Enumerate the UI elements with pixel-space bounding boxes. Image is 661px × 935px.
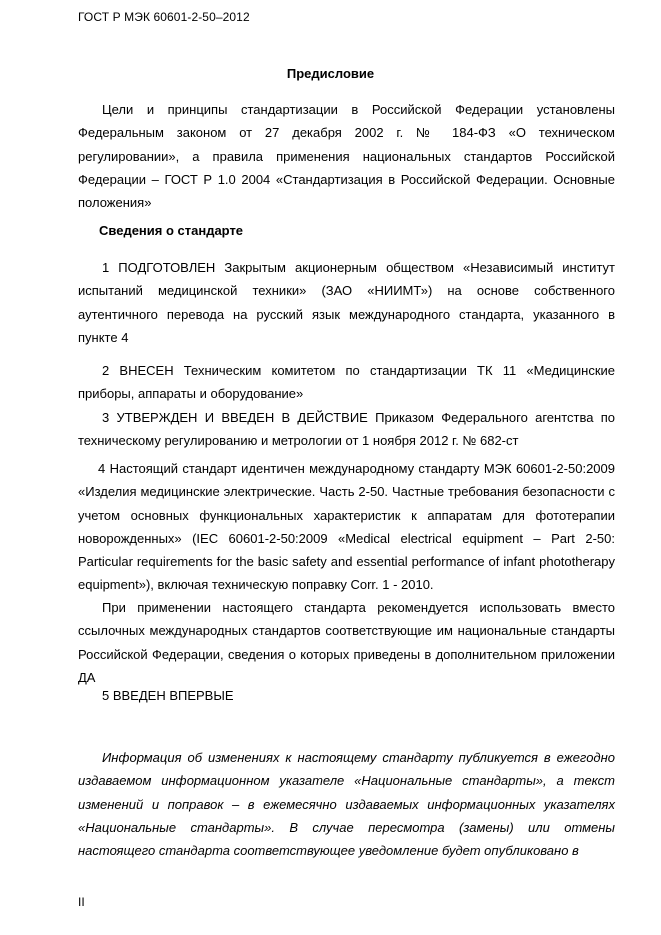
- info-item-4: 4 Настоящий стандарт идентичен международному стандарту МЭК 60601-2-50:2009 «Изделия медицинские электрические. Часть 2-50. Частные требования безопасности с учетом основных функциональных характеристик к аппаратам для фототерапии новорожденных» (IEC 60601-2-50:2009 «Medical electrical equipment – Part 2-50: Particular requirements for the basic safety and essential performance of infant phototherapy equipment»), включая техническую поправку Corr. 1 - 2010.: [78, 461, 615, 593]
- preface-title: Предисловие: [286, 66, 375, 81]
- page-number: II: [78, 895, 85, 909]
- info-item-1: 1 ПОДГОТОВЛЕН Закрытым акционерным обществом «Независимый институт испытаний медицинской техники» (ЗАО «НИИМТ») на основе собственного аутентичного перевода на русский язык международного стандарта, указанного в пункте 4: [78, 260, 615, 345]
- amendments-notice: Информация об изменениях к настоящему стандарту публикуется в ежегодно издаваемом информационном указателе «Национальные стандарты», а текст изменений и поправок – в ежемесячно издаваемых информационных указателях «Национальные стандарты». В случае пересмотра (замены) или отмены настоящего стандарта соответствующее уведомление будет опубликовано в: [78, 750, 615, 859]
- info-item-3: 3 УТВЕРЖДЕН И ВВЕДЕН В ДЕЙСТВИЕ Приказом Федерального агентства по техническому регулированию и метрологии от 1 ноября 2012 г. № 682-ст: [78, 410, 615, 449]
- preface-intro-paragraph: Цели и принципы стандартизации в Российской Федерации установлены Федеральным законом от 27 декабря 2002 г. № 184-ФЗ «О техническом регулировании», а правила применения национальных стандартов Российской Федерации – ГОСТ Р 1.0 2004 «Стандартизация в Российской Федерации. Основные положения»: [78, 102, 615, 211]
- standard-info-heading: Сведения о стандарте: [99, 223, 244, 238]
- info-item-2: 2 ВНЕСЕН Техническим комитетом по стандартизации ТК 11 «Медицинские приборы, аппараты и оборудование»: [78, 363, 615, 402]
- info-item-4-note: При применении настоящего стандарта рекомендуется использовать вместо ссылочных международных стандартов соответствующие им национальные стандарты Российской Федерации, сведения о которых приведены в дополнительном приложении ДА: [78, 600, 615, 685]
- info-item-5: 5 ВВЕДЕН ВПЕРВЫЕ: [102, 688, 234, 703]
- document-code-header: ГОСТ Р МЭК 60601-2-50–2012: [78, 10, 250, 24]
